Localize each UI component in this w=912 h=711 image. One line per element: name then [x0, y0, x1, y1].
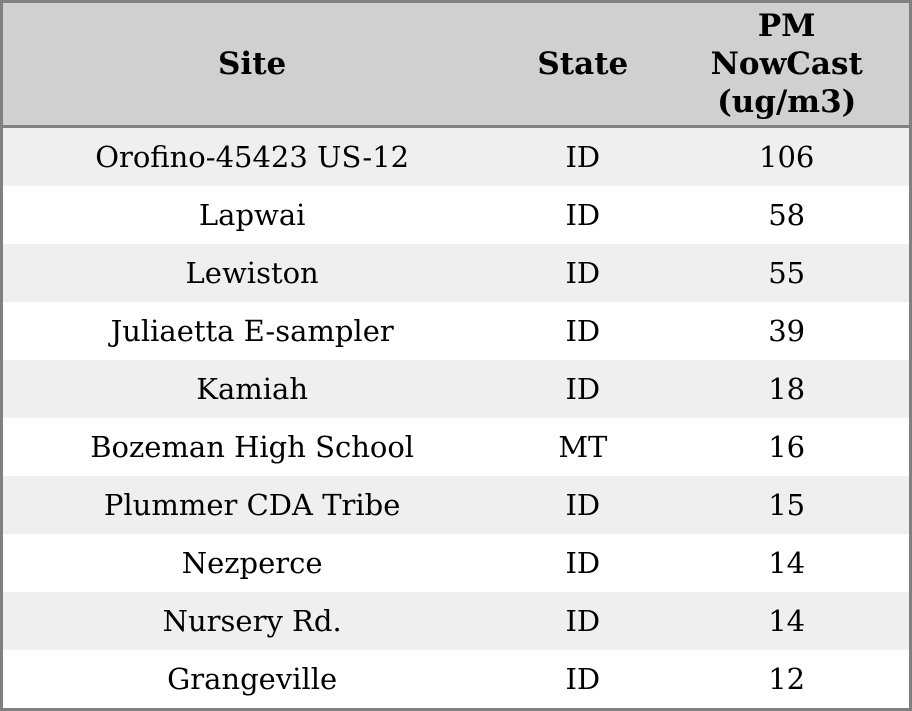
table-row — [3, 418, 909, 476]
table-row — [3, 534, 909, 592]
state-cell: ID — [565, 488, 601, 522]
pm-cell: 18 — [768, 372, 806, 406]
table-row — [3, 476, 909, 534]
pm-cell: 106 — [759, 140, 815, 174]
site-cell: Lapwai — [198, 198, 306, 232]
header-row — [3, 3, 909, 127]
pm-cell: 16 — [768, 430, 806, 464]
site-cell: Nezperce — [181, 546, 323, 580]
table-row — [3, 592, 909, 650]
column-header-pm-line2: NowCast — [710, 46, 863, 82]
state-cell: ID — [565, 372, 601, 406]
table-row — [3, 127, 909, 187]
site-cell: Bozeman High School — [90, 430, 415, 464]
site-cell: Grangeville — [167, 662, 338, 696]
column-header-site: Site — [3, 3, 501, 127]
table-row — [3, 244, 909, 302]
site-cell: Lewiston — [185, 256, 319, 290]
state-cell: MT — [558, 430, 608, 464]
state-cell: ID — [565, 662, 601, 696]
state-cell: ID — [565, 256, 601, 290]
table-row — [3, 360, 909, 418]
pm-cell: 14 — [768, 604, 806, 638]
state-cell: ID — [565, 604, 601, 638]
state-cell: ID — [565, 140, 601, 174]
column-header-pm-line3: (ug/m3) — [717, 84, 857, 120]
pm-cell: 12 — [768, 662, 806, 696]
table-row — [3, 302, 909, 360]
column-header-state: State — [501, 3, 664, 127]
column-header-pm-nowcast — [664, 3, 909, 127]
site-cell: Nursery Rd. — [162, 604, 342, 638]
pm-cell: 39 — [768, 314, 806, 348]
pm-nowcast-table — [3, 3, 909, 708]
site-cell: Kamiah — [196, 372, 308, 406]
table-body — [3, 127, 909, 709]
site-cell: Orofino-45423 US-12 — [95, 140, 410, 174]
state-cell: ID — [565, 198, 601, 232]
pm-cell: 58 — [768, 198, 806, 232]
site-cell: Plummer CDA Tribe — [103, 488, 401, 522]
table-row — [3, 650, 909, 708]
column-header-pm-line1: PM — [757, 8, 816, 44]
site-cell: Juliaetta E-sampler — [110, 314, 394, 348]
pm-cell: 55 — [768, 256, 806, 290]
pm-cell: 14 — [768, 546, 806, 580]
table-header — [3, 3, 909, 127]
state-cell: ID — [565, 546, 601, 580]
pm-cell: 15 — [768, 488, 806, 522]
table-row — [3, 186, 909, 244]
state-cell: ID — [565, 314, 601, 348]
